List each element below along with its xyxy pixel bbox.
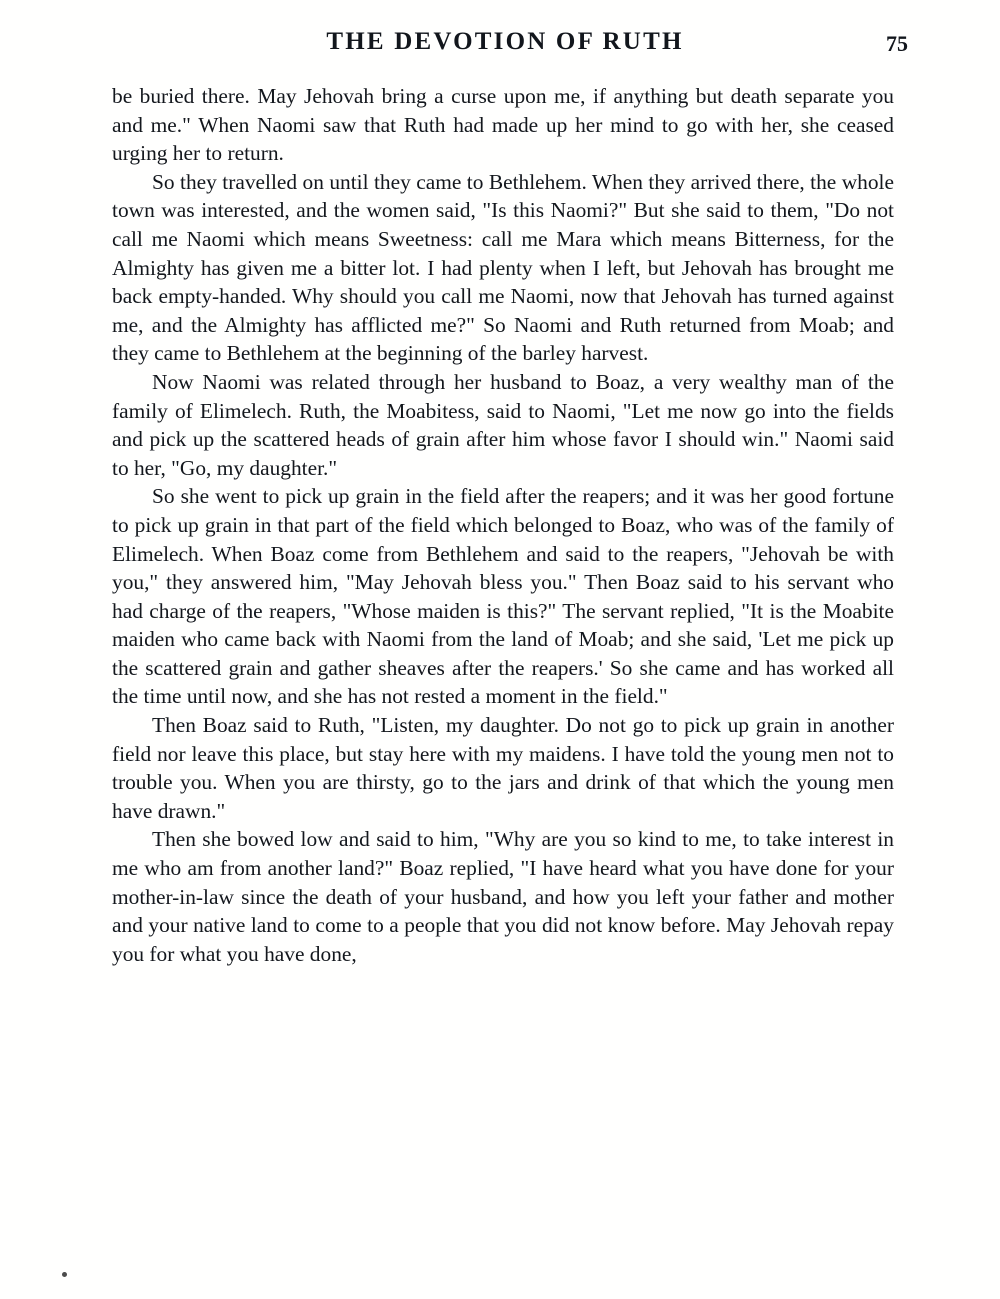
page-footer-mark: [62, 1272, 67, 1277]
paragraph: So she went to pick up grain in the field after the reapers; and it was her good fortune to pick up grain in that part of the field which belonged to Boaz, who was of the family of Elimelech. When Boaz come from Bethlehem and said to the reapers, "Jehovah be with you," they answered him, "May Jehovah bless you." Then Boaz said to his servant who had charge of the reapers, "Whose maiden is this?" The servant replied, "It is the Moabite maiden who came back with Naomi from the land of Moab; and she said, 'Let me pick up the scattered grain and gather sheaves after the reapers.' So she came and has worked all the time until now, and she has not rested a moment in the field.": [112, 484, 894, 709]
page-header: [110, 28, 908, 64]
paragraph: Then she bowed low and said to him, "Why are you so kind to me, to take interest in me who am from another land?" Boaz replied, "I have heard what you have done for your mother-in-law since the death of your husband, and how you left your father and mother and your native land to come to a people that you did not know before. May Jehovah repay you for what you have done,: [112, 827, 894, 966]
paragraph: Now Naomi was related through her husband to Boaz, a very wealthy man of the family of Elimelech. Ruth, the Moabitess, said to Naomi, "Let me now go into the fields and pick up the scattered heads of grain after him whose favor I should win." Naomi said to her, "Go, my daughter.": [112, 369, 894, 480]
running-title: THE DEVOTION OF RUTH: [326, 28, 684, 55]
page-number: 75: [886, 31, 908, 56]
paragraph: be buried there. May Jehovah bring a curse upon me, if anything but death separate you and me." When Naomi saw that Ruth had made up her mind to go with her, she ceased urging her to return.: [112, 84, 894, 166]
paragraph: Then Boaz said to Ruth, "Listen, my daughter. Do not go to pick up grain in another field nor leave this place, but stay here with my maidens. I have told the young men not to trouble you. When you are thirsty, go to the jars and drink of that which the young men have drawn.": [112, 713, 894, 823]
paragraph: So they travelled on until they came to Bethlehem. When they arrived there, the whole town was interested, and the women said, "Is this Naomi?" But she said to them, "Do not call me Naomi which means Sweetness: call me Mara which means Bitterness, for the Almighty has given me a bitter lot. I had plenty when I left, but Jehovah has brought me back empty-handed. Why should you call me Naomi, now that Jehovah has turned against me, and the Almighty has afflicted me?" So Naomi and Ruth returned from Moab; and they came to Bethlehem at the beginning of the barley harvest.: [112, 169, 894, 366]
body-text: [112, 82, 894, 968]
